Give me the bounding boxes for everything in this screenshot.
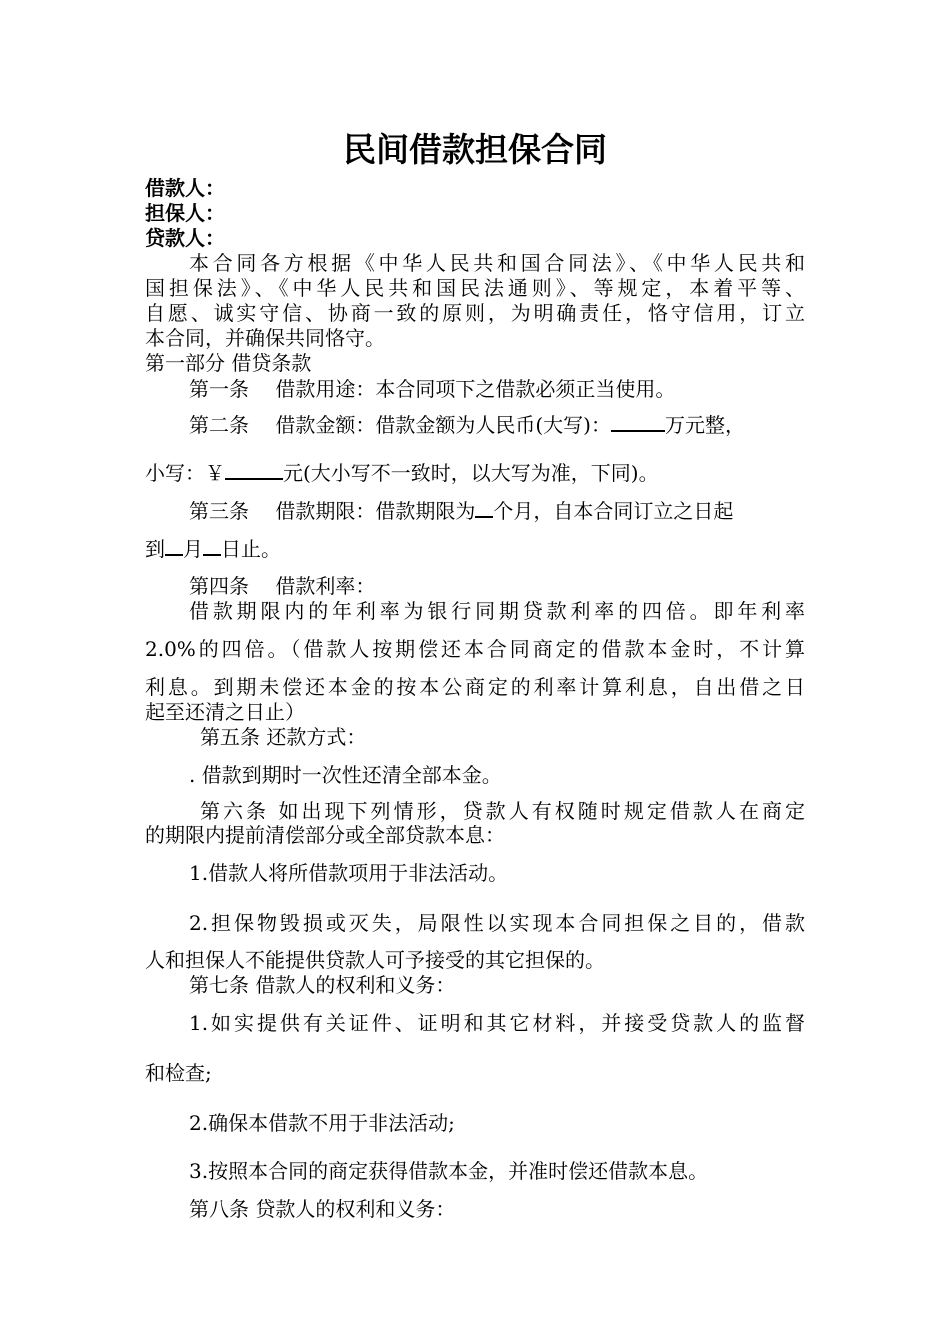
- article-7: 第七条 借款人的权利和义务：: [189, 973, 456, 997]
- article-5-line: . 借款到期时一次性还清全部本金。: [189, 763, 502, 787]
- article-7-item: 1.如实提供有关证件、证明和其它材料，并接受贷款人的监督: [189, 1011, 805, 1035]
- party-guarantor: 担保人：: [145, 201, 225, 225]
- term-months-blank[interactable]: [475, 498, 493, 518]
- party-borrower: 借款人：: [145, 176, 225, 200]
- amount-upper-blank[interactable]: [611, 412, 665, 432]
- article-5: 第五条 还款方式：: [200, 725, 367, 749]
- article-3-line: 第三条 借款期限：借款期限为 个月，自本合同订立之日起: [189, 499, 734, 523]
- article-8: 第八条 贷款人的权利和义务：: [189, 1197, 456, 1221]
- end-day-blank[interactable]: [203, 536, 221, 556]
- preamble-line: 国担保法》、《中华人民共和国民法通则》、等规定，本着平等、: [145, 276, 805, 300]
- article-6-item: 2.担保物毁损或灭失，局限性以实现本合同担保之目的，借款: [189, 911, 805, 935]
- article-3-line: 到 月 日止。: [145, 537, 281, 561]
- article-4: 第四条 借款利率：: [189, 574, 376, 598]
- preamble-line: 本合同各方根据《中华人民共和国合同法》、《中华人民共和: [189, 251, 805, 275]
- end-month-blank[interactable]: [165, 536, 183, 556]
- preamble-line: 本合同，并确保共同恪守。: [145, 326, 385, 350]
- article-6-item: 人和担保人不能提供贷款人可予接受的其它担保的。: [145, 948, 605, 972]
- article-7-item: 2.确保本借款不用于非法活动;: [189, 1111, 455, 1135]
- article-4-line: 利息。到期未偿还本金的按本公商定的利率计算利息，自出借之日: [145, 675, 805, 699]
- article-6-item: 1.借款人将所借款项用于非法活动。: [189, 861, 509, 885]
- article-2-line: 小写：￥ 元(大小写不一致时，以大写为准，下同)。: [145, 461, 659, 485]
- article-2-line: 第二条 借款金额：借款金额为人民币(大写)： 万元整，: [189, 413, 745, 437]
- document-title: 民间借款担保合同: [343, 130, 607, 169]
- article-4-line: 2.0%的四倍。（借款人按期偿还本合同商定的借款本金时，不计算: [145, 637, 805, 661]
- party-lender: 贷款人：: [145, 226, 225, 250]
- article-4-line: 借款期限内的年利率为银行同期贷款利率的四倍。即年利率: [189, 599, 805, 623]
- article-7-item: 3.按照本合同的商定获得借款本金，并准时偿还借款本息。: [189, 1159, 709, 1183]
- article-6-line: 第六条 如出现下列情形，贷款人有权随时规定借款人在商定: [200, 799, 805, 823]
- article-6-line: 的期限内提前清偿部分或全部贷款本息：: [145, 823, 505, 847]
- article-1: 第一条 借款用途：本合同项下之借款必须正当使用。: [189, 377, 676, 401]
- preamble-line: 自愿、诚实守信、协商一致的原则，为明确责任，恪守信用，订立: [145, 301, 805, 325]
- amount-lower-blank[interactable]: [225, 460, 283, 480]
- article-7-item: 和检查;: [145, 1061, 212, 1085]
- article-4-line: 起至还清之日止）: [145, 700, 305, 724]
- part-heading: 第一部分 借贷条款: [145, 351, 312, 375]
